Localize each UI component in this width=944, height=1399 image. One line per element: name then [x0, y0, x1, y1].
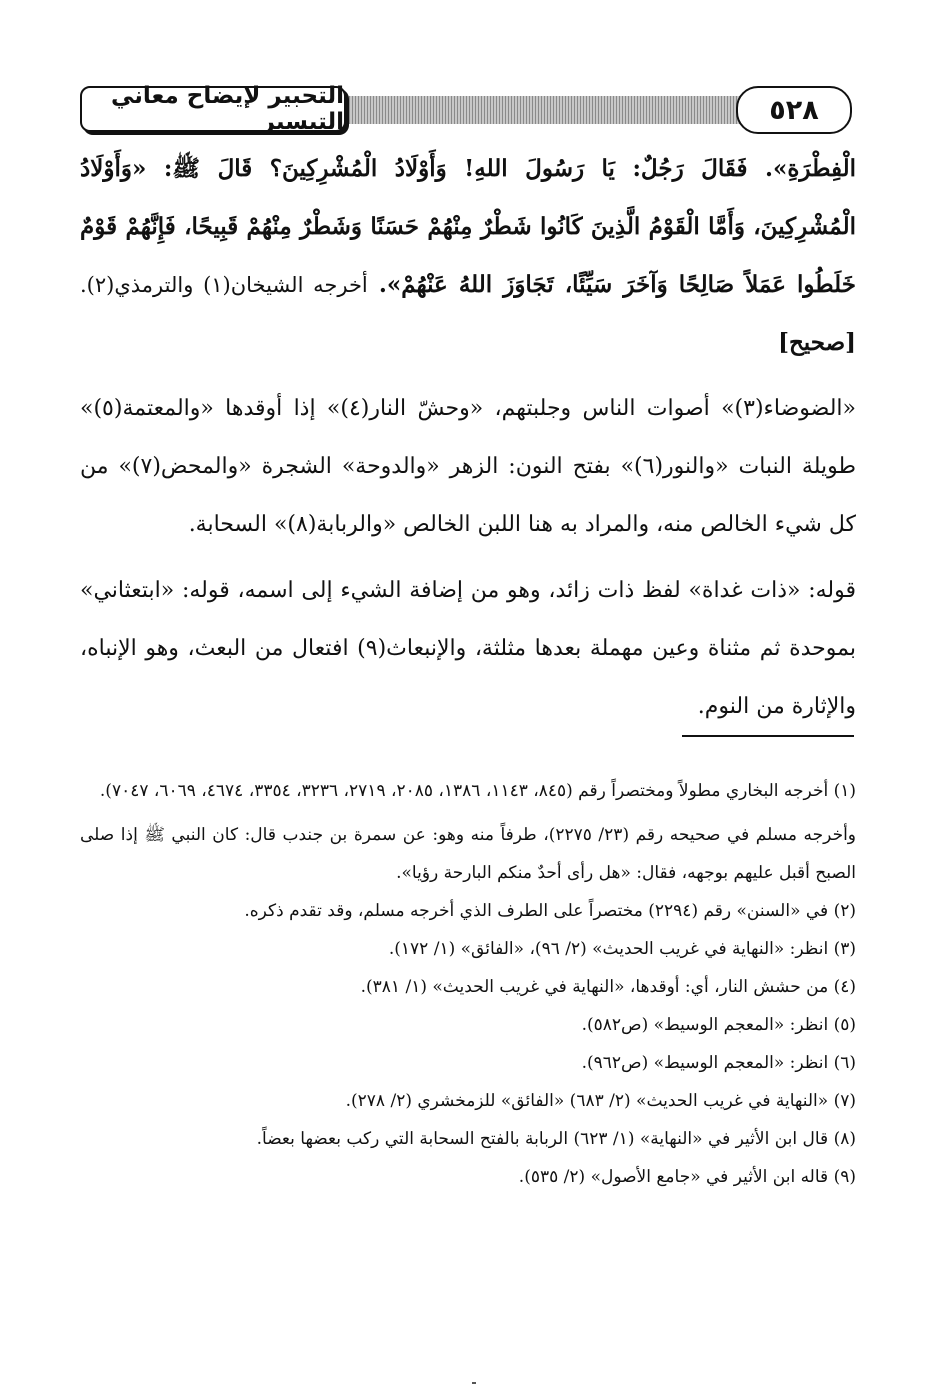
gharib-paragraph: قوله: «ذات غداة» لفظ ذات زائد، وهو من إضافة الشيء إلى اسمه، قوله: «ابتعثاني» بموحدة ثم مثناة وعين مهملة بعدها مثلثة، والإنبعاث(٩) افتعال من البعث، وهو الإنباه، والإثارة من النوم.: [80, 578, 856, 719]
hadith-grade: [صحيح]: [778, 329, 856, 356]
footnote-1-continued: وأخرجه مسلم في صحيحه رقم (٢٣/ ٢٢٧٥)، طرفاً منه وهو: عن سمرة بن جندب قال: كان النبي ﷺ إذا صلى الصبح أقبل عليهم بوجهه، فقال: «هل رأى أحدٌ منكم البارحة رؤيا».: [80, 825, 857, 883]
footnote-3: (٣) انظر: «النهاية في غريب الحديث» (٢/ ٩٦)، «الفائق» (١/ ١٧٢).: [388, 939, 856, 959]
footnote-9: (٩) قاله ابن الأثير في «جامع الأصول» (٢/ ٥٣٥).: [518, 1167, 856, 1187]
page-number: ٥٢٨: [736, 86, 852, 134]
footnote-8: (٨) قال ابن الأثير في «النهاية» (١/ ٦٢٣) الربابة بالفتح السحابة التي ركب بعضها بعضاً.: [256, 1129, 856, 1149]
footnotes: [80, 772, 856, 1196]
hadith-text: الْفِطْرَةِ». فَقَالَ رَجُلٌ: يَا رَسُولَ اللهِ! وَأَوْلَادُ الْمُشْرِكِينَ؟ قَالَ ﷺ: «وَأَوْلَادُ الْمُشْرِكِينَ، وَأَمَّا الْقَوْمُ الَّذِينَ كَانُوا شَطْرٌ مِنْهُمْ حَسَنًا وَشَطْرٌ مِنْهُمْ قَبِيحًا، فَإِنَّهُمْ قَوْمٌ خَلَطُوا عَمَلاً صَالِحًا وَآخَرَ سَيِّئًا، تَجَاوَزَ اللهُ عَنْهُمْ».: [80, 155, 856, 298]
running-title: التحبير لإيضاح معاني التيسير: [80, 86, 346, 132]
header-ornament-bar: [340, 96, 740, 124]
footnote-4: (٤) من حشش النار، أي: أوقدها، «النهاية في غريب الحديث» (١/ ٣٨١).: [360, 977, 856, 997]
footnote-2: (٢) في «السنن» رقم (٢٢٩٤) مختصراً على الطرف الذي أخرجه مسلم، وقد تقدم ذكره.: [244, 901, 856, 921]
gharib-paragraph: «الضوضاء(٣)» أصوات الناس وجلبتهم، «وحشّ النار(٤)» إذا أوقدها «والمعتمة(٥)» طويلة النبات «والنور(٦)» بفتح النون: الزهر «والدوحة» الشجرة «والمحض(٧)» من كل شيء الخالص منه، والمراد به هنا اللبن الخالص «والربابة(٨)» السحابة.: [80, 396, 856, 537]
footnote-1: (١) أخرجه البخاري مطولاً ومختصراً رقم (٨٤٥، ١١٤٣، ١٣٨٦، ٢٠٨٥، ٢٧١٩، ٣٢٣٦، ٣٣٥٤، ٤٦٧٤، ٦٠٦٩، ٧٠٤٧).: [99, 781, 856, 801]
footnote-separator: [682, 735, 854, 737]
page-header: [80, 83, 852, 140]
footnote-5: (٥) انظر: «المعجم الوسيط» (ص٥٨٢).: [581, 1015, 856, 1035]
print-speck: [472, 1382, 476, 1384]
main-text: [80, 140, 856, 736]
takhrij-text: أخرجه الشيخان(١) والترمذي(٢).: [80, 273, 368, 297]
footnote-7: (٧) «النهاية في غريب الحديث» (٢/ ٦٨٣) «الفائق» للزمخشري (٢/ ٢٧٨).: [345, 1091, 856, 1111]
footnote-6: (٦) انظر: «المعجم الوسيط» (ص٩٦٢).: [581, 1053, 856, 1073]
hadith-paragraph: [80, 140, 856, 372]
